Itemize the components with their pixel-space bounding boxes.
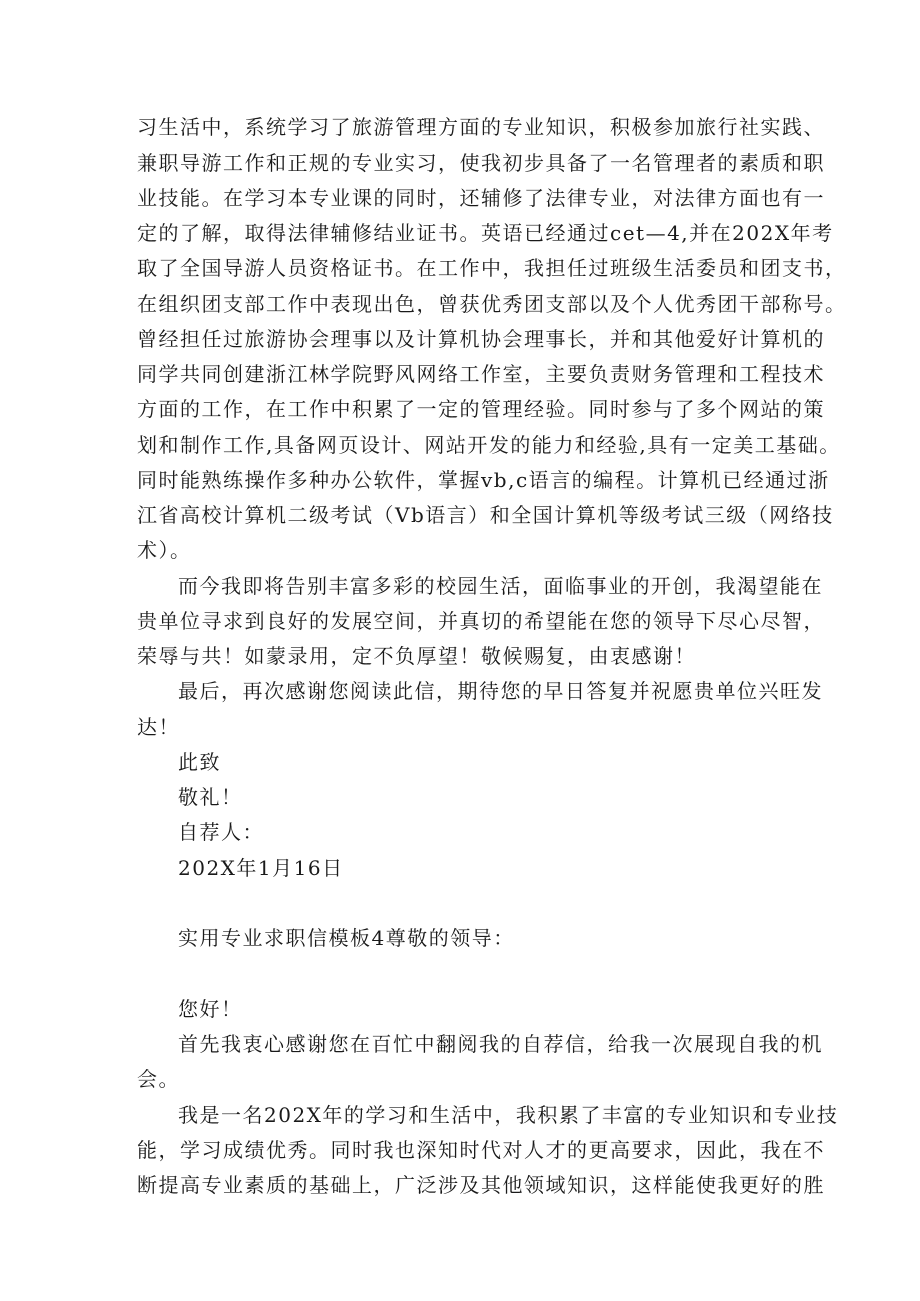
closing-signer: 自荐人：	[178, 820, 264, 844]
body-text-line: 断提高专业素质的基础上，广泛涉及其他领域知识，这样能使我更好的胜	[137, 1173, 825, 1197]
body-text-line: 划和制作工作,具备网页设计、网站开发的能力和经验,具有一定美工基础。	[137, 433, 841, 457]
body-text-line: 术）。	[137, 538, 192, 562]
body-text-line: 习生活中，系统学习了旅游管理方面的专业知识，积极参加旅行社实践、	[137, 115, 825, 139]
body-text-line: 兼职导游工作和正规的专业实习，使我初步具备了一名管理者的素质和职	[137, 151, 825, 175]
body-text-line: 业技能。在学习本专业课的同时，还辅修了法律专业，对法律方面也有一	[137, 186, 825, 210]
template-heading: 实用专业求职信模板4尊敬的领导：	[178, 926, 515, 950]
body-text-line: 定的了解，取得法律辅修结业证书。英语已经通过cet—4,并在202X年考	[137, 221, 834, 245]
body-text-line: 贵单位寻求到良好的发展空间，并真切的希望能在您的领导下尽心尽智，	[137, 609, 825, 633]
closing-date: 202X年1月16日	[178, 856, 344, 880]
body-text-line: 荣辱与共！如蒙录用，定不负厚望！敬候赐复，由衷感谢！	[137, 644, 696, 668]
body-text-line: 方面的工作，在工作中积累了一定的管理经验。同时参与了多个网站的策	[137, 397, 825, 421]
body-text-line: 同学共同创建浙江林学院野风网络工作室，主要负责财务管理和工程技术	[137, 362, 825, 386]
body-text-line: 我是一名202X年的学习和生活中，我积累了丰富的专业知识和专业技	[178, 1103, 839, 1127]
body-text-line: 在组织团支部工作中表现出色，曾获优秀团支部以及个人优秀团干部称号。	[137, 292, 847, 316]
body-text-line: 取了全国导游人员资格证书。在工作中，我担任过班级生活委员和团支书，	[137, 256, 847, 280]
closing-regards: 敬礼！	[178, 785, 243, 809]
body-text-line: 最后，再次感谢您阅读此信，期待您的早日答复并祝愿贵单位兴旺发	[178, 679, 823, 703]
closing-salutation: 此致	[178, 750, 221, 774]
body-text-line: 曾经担任过旅游协会理事以及计算机协会理事长，并和其他爱好计算机的	[137, 327, 825, 351]
body-text-line: 达！	[137, 715, 180, 739]
body-text-line: 江省高校计算机二级考试（Vb语言）和全国计算机等级考试三级（网络技	[137, 503, 834, 527]
greeting: 您好！	[178, 997, 243, 1021]
body-text-line: 而今我即将告别丰富多彩的校园生活，面临事业的开创，我渴望能在	[178, 574, 823, 598]
body-text-line: 会。	[137, 1067, 180, 1091]
body-text-line: 能，学习成绩优秀。同时我也深知时代对人才的更高要求，因此，我在不	[137, 1138, 825, 1162]
body-text-line: 首先我衷心感谢您在百忙中翻阅我的自荐信，给我一次展现自我的机	[178, 1032, 823, 1056]
body-text-line: 同时能熟练操作多种办公软件，掌握vb,c语言的编程。计算机已经通过浙	[137, 468, 830, 492]
